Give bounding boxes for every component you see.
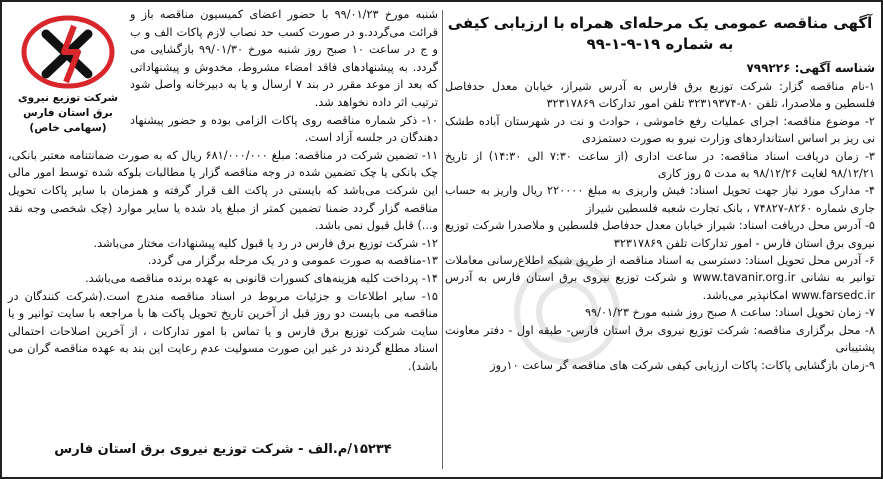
item-6-delivery-address: ۶- آدرس محل تحویل اسناد: دسترسی به اسناد مناقصه از طریق شبکه اطلاع‌رسانی معاملات توانیر به نشانی www.tavanir.org.ir و شرکت توزیع نیروی برق استان فارس به آدرس www.farsedc.ir امکانپذیر می‌باشد. — [445, 254, 876, 302]
item-2-subject: ۲- موضوع مناقصه: اجرای عملیات رفع خاموشی ، حوادث و نت در شهرستان آباده طشک نی ریز بر اساس استانداردهای وزارت نیرو به صورت دستمزدی — [445, 114, 875, 146]
column-divider — [442, 10, 443, 469]
logo-org-line-2: برق استان فارس — [23, 107, 113, 119]
item-5-receive-address: ۵- آدرس محل دریافت اسناد: شیراز خیابان معدل حدفاصل فلسطین و ملاصدرا شرکت توزیع نیروی برق استان فارس - امور تدارکات تلفن ۳۲۳۱۷۸۶۹ — [445, 219, 875, 250]
notice-title: آگهی مناقصه عمومی یک مرحله‌ای همراه با ارزیابی کیفی — [447, 14, 873, 32]
item-1-tender-holder: ۱-نام مناقصه گزار: شرکت توزیع برق فارس به آدرس شیراز، خیابان معدل حدفاصل فلسطین و ملاصدرا، تلفن ۸۰-۳۲۳۱۹۳۷۴ تلفن امور تدارکات ۳۲۳۱۷۸۶۹ — [445, 80, 875, 111]
item-9-continued: شنبه مورخ ۹۹/۰۱/۲۳ با حضور اعضای کمیسیون مناقصه باز و قرائت می‌گردد.و در صورت کسب حد نصاب لازم پاکات الف و ب و ج در ساعت ۱۰ صبح روز شنبه مورخ ۹۹/۰۱/۳۰ بازگشایی می گردد. به پیشنهادهای فاقد امضاء مشروط، مخدوش و پیشنهاداتی که بعد از موعد مقرر در بند ۷ ارسال و یا به دبیرخانه واصل شود ترتیب اثر داده نخواهد شد. — [130, 8, 439, 109]
item-3-document-time: ۳- زمان دریافت اسناد مناقصه: در ساعت اداری (از ساعت ۷:۳۰ الی ۱۴:۳۰) از تاریخ ۹۸/۱۲/۲۱ لغایت ۹۸/۱۲/۲۶ به مدت ۵ روز کاری — [445, 149, 875, 181]
item-12-rejection-right: ۱۲- شرکت توزیع برق فارس در رد یا قبول کلیه پیشنهادات مختار می‌باشد. — [93, 236, 438, 250]
company-logo-icon — [18, 12, 118, 90]
item-14-costs: ۱۴- پرداخت کلیه هزینه‌های کسورات قانونی به عهده برنده مناقصه می‌باشد. — [85, 271, 438, 285]
item-8-tender-location: ۸- محل برگزاری مناقصه: شرکت توزیع نیروی برق استان فارس- طبقه اول - دفتر معاونت پشتیبانی — [445, 323, 875, 355]
item-10-envelope-number: ۱۰- ذکر شماره مناقصه روی پاکات الزامی بوده و حضور پیشنهاد دهندگان در جلسه آزاد است. — [130, 113, 438, 145]
left-column — [8, 6, 438, 475]
right-column — [445, 6, 875, 475]
logo-org-line-1: شرکت توزیع نیروی — [18, 92, 118, 104]
item-15-other-info: ۱۵- سایر اطلاعات و جزئیات مربوط در اسناد مناقصه مندرج است.(شرکت کنندگان در مناقصه می بایست دو روز قبل از آخرین تاریخ تحویل پاکت ها با مراجعه با سایت توانیر و یا سایت شرکت توزیع برق فارس و یا تماس با امور تدارکات ، از آخرین اصلاحات احتمالی اسناد مطلع گردند در غیر این صورت مسولیت عدم رعایت این بند به عهده مناقصه گران می باشد). — [8, 289, 438, 373]
item-11-guarantee: ۱۱- تضمین شرکت در مناقصه: مبلغ ۶۸۱/۰۰۰/۰۰۰ ریال که به صورت ضمانتنامه معتبر بانکی، چک بانکی یا چک تضمین شده در وجه مناقصه گزار یا مطالبات بلوکه شده توسط امور مالی این شرکت می‌باشد که بایستی در پاکت الف قرار گرفته و همزمان با سایر پاکات تحویل مناقصه گزار گردد ضمنا تضمین کمتر از مبلغ یاد شده یا سایر موارد (چک شخصی وجه نقد و...) قابل قبول نمی باشد. — [8, 148, 439, 233]
notice-footer: ۱۵۲۳۴/م.الف - شرکت توزیع نیروی برق استان فارس — [54, 442, 392, 457]
tender-number: به شماره ۱۹-۹-۱-۹۹ — [586, 35, 734, 53]
logo-org-line-3: (سهامی خاص) — [29, 122, 107, 134]
item-9-opening-time: ۹-زمان بازگشایی پاکات: پاکات ارزیابی کیفی شرکت های مناقصه گر ساعت ۱۰روز — [490, 358, 875, 372]
item-4-required-documents: ۴- مدارک مورد نیاز جهت تحویل اسناد: فیش واریزی به مبلغ ۲۲۰۰۰۰ ریال واریز به حساب جاری شماره ۸۲۶۰-۷۴۸۲۷ ، بانک تجارت شعبه فلسطین شیراز — [445, 184, 875, 215]
item-7-delivery-time: ۷- زمان تحویل اسناد: ساعت ۸ صبح روز شنبه مورخ ۹۹/۰۱/۲۳ — [584, 306, 875, 320]
item-13-tender-type: ۱۳-مناقصه به صورت عمومی و در یک مرحله برگزار می گردد. — [147, 254, 438, 268]
ad-number: شناسه آگهی: ۷۹۹۲۲۶ — [746, 61, 875, 75]
company-logo-block — [8, 8, 128, 158]
